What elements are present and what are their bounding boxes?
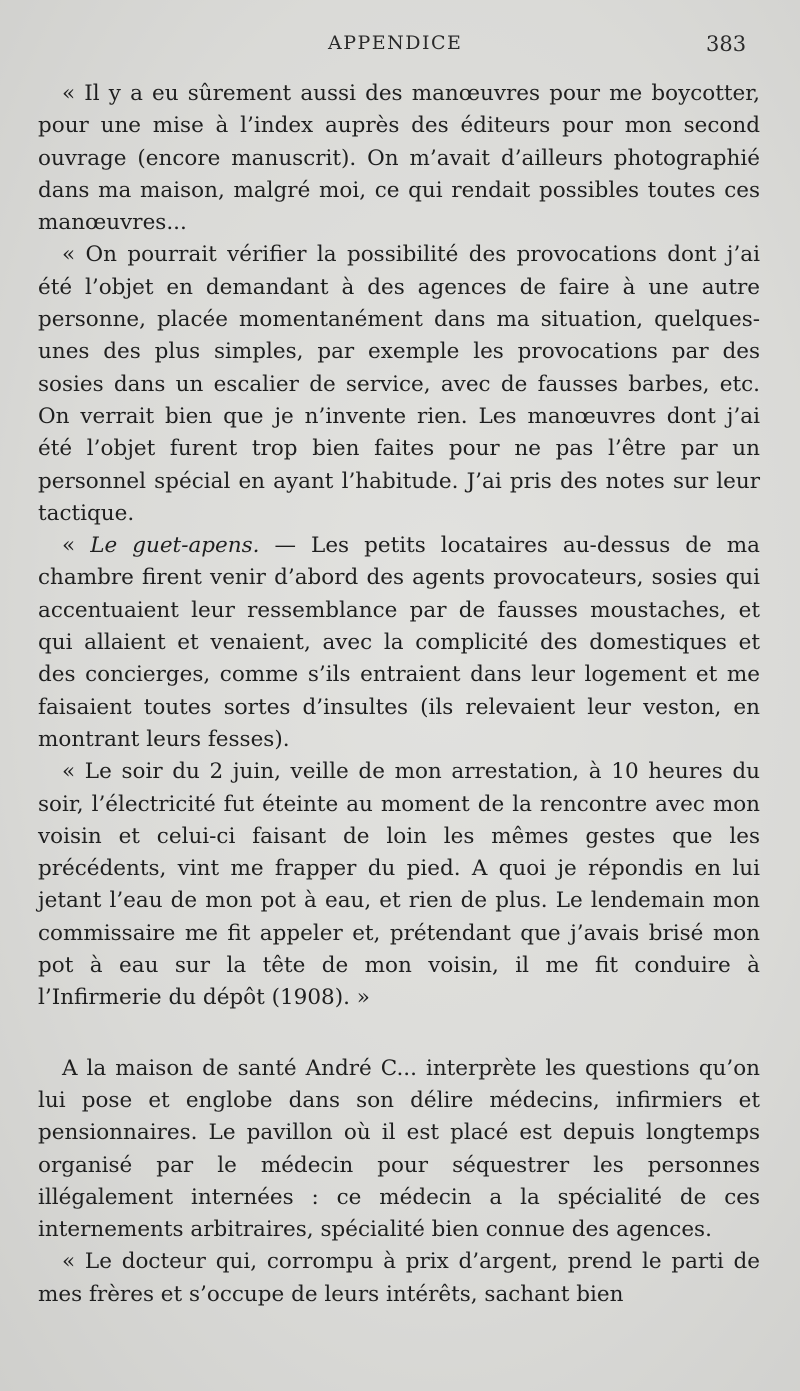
page-header bbox=[0, 32, 800, 62]
paragraph-docteur: « Le docteur qui, corrompu à prix d’argent, prend le parti de mes frères et s’occupe de leurs intérêts, sachant bien bbox=[38, 1249, 760, 1307]
page-number: 383 bbox=[706, 32, 747, 56]
page-body bbox=[38, 78, 760, 1311]
paragraph-soir-2-juin: « Le soir du 2 juin, veille de mon arrestation, à 10 heures du soir, l’électricité fut éteinte au moment de la rencontre avec mon voisin et celui-ci faisant de loin les mêmes gestes que les précédents, vint me frapper du pied. A quoi je répondis en lui jetant l’eau de mon pot à eau, et rien de plus. Le lendemain mon commissaire me fit appeler et, prétendant que j’avais brisé mon pot à eau sur la tête de mon voisin, il me fit conduire à l’Infirmerie du dépôt (1908). » bbox=[38, 759, 760, 1011]
section-title-italic: Le guet-apens. bbox=[90, 533, 260, 559]
quote-mark: « bbox=[62, 533, 91, 559]
paragraph-guet-apens bbox=[38, 530, 760, 756]
paragraph-maison-de-sante: A la maison de santé André C... interprète les questions qu’on lui pose et englobe dans son délire médecins, infirmiers et pensionnaires. Le pavillon où il est placé est depuis longtemps organisé par le médecin pour séquestrer les personnes illégalement internées : ce médecin a la spécialité de ces internements arbitraires, spécialité bien connue des agences. bbox=[38, 1055, 760, 1243]
paragraph-boycott: « Il y a eu sûrement aussi des manœuvres pour me boycotter, pour une mise à l’index auprès des éditeurs pour mon second ouvrage (encore manuscrit). On m’avait d’ailleurs photographié dans ma maison, malgré moi, ce qui rendait possibles toutes ces manœuvres... bbox=[38, 81, 760, 236]
running-head: APPENDICE bbox=[328, 32, 463, 54]
paragraph-guet-apens-text: — Les petits locataires au-dessus de ma chambre firent venir d’abord des agents provocateurs, sosies qui accentuaient leur ressemblance par de fausses moustaches, et qui allaient et venaient, avec la complicité des domestiques et des concierges, comme s’ils entraient dans leur logement et me faisaient toutes sortes d’insultes (ils relevaient leur veston, en montrant leurs fesses). bbox=[38, 533, 760, 752]
paragraph-provocations: « On pourrait vérifier la possibilité des provocations dont j’ai été l’objet en demandant à des agences de faire à une autre personne, placée momentanément dans ma situation, quelques-unes des plus simples, par exemple les provocations par des sosies dans un escalier de service, avec de fausses barbes, etc. On verrait bien que je n’invente rien. Les manœuvres dont j’ai été l’objet furent trop bien faites pour ne pas l’être par un personnel spécial en ayant l’habitude. J’ai pris des notes sur leur tactique. bbox=[38, 242, 760, 526]
